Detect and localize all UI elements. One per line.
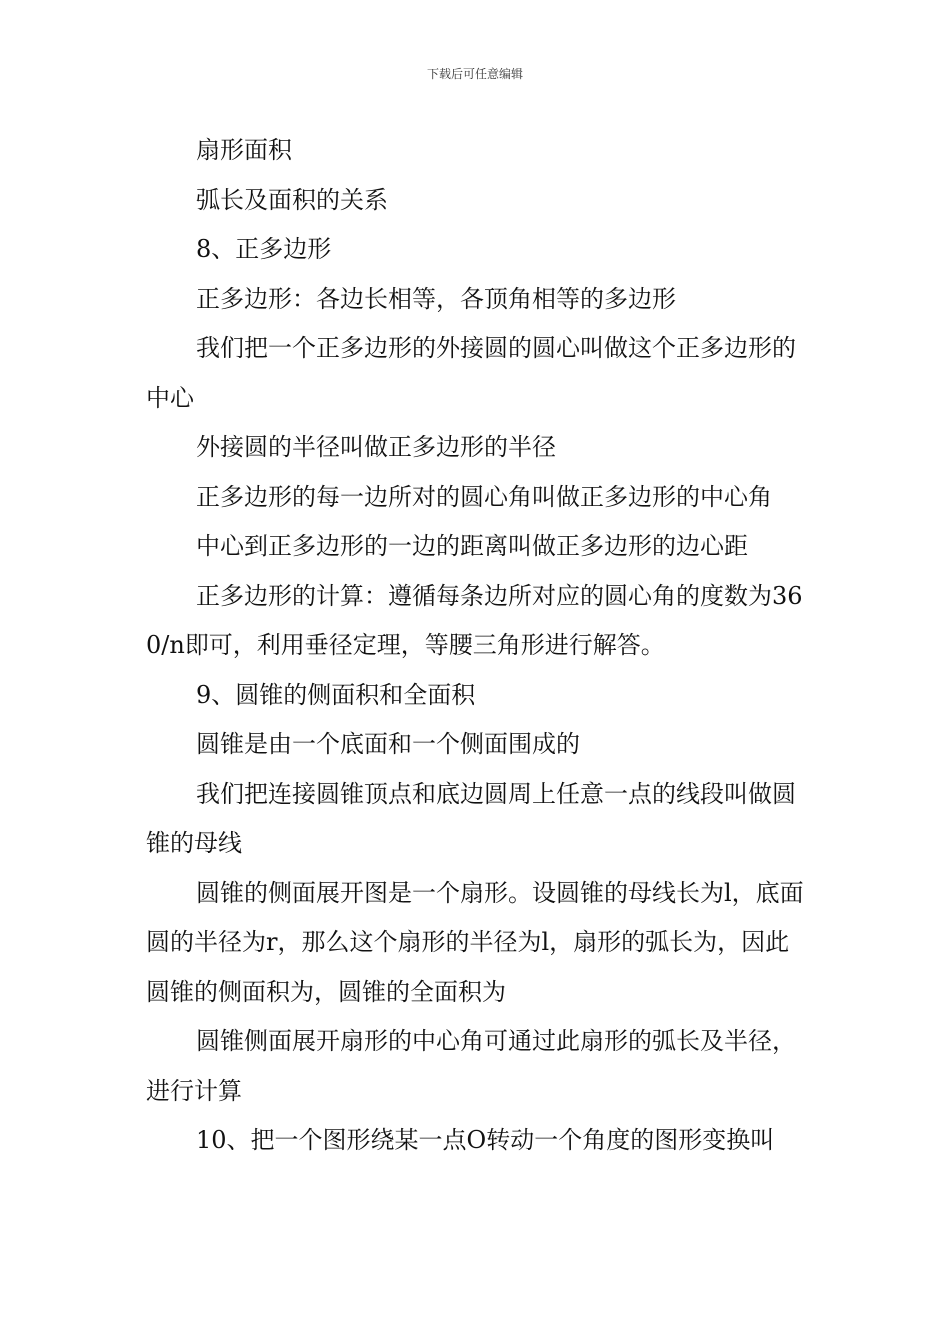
page-header: 下载后可任意编辑 (426, 67, 523, 81)
paragraph-central-angle: 正多边形的每一边所对的圆心角叫做正多边形的中心角 (196, 482, 772, 511)
paragraph-sector-area: 扇形面积 (196, 136, 292, 164)
heading-cone-area: 9、圆锥的侧面积和全面积 (196, 680, 476, 709)
paragraph-sector-central-angle: 圆锥侧面展开扇形的中心角可通过此扇形的弧长及半径，进行计算 (146, 1027, 796, 1105)
paragraph-cone-definition: 圆锥是由一个底面和一个侧面围成的 (196, 730, 580, 758)
paragraph-polygon-center: 我们把一个正多边形的外接圆的圆心叫做这个正多边形的中心 (146, 334, 796, 412)
heading-regular-polygon: 8、正多边形 (196, 235, 332, 263)
paragraph-polygon-radius: 外接圆的半径叫做正多边形的半径 (196, 433, 556, 461)
paragraph-arc-area-relation: 弧长及面积的关系 (196, 185, 388, 214)
paragraph-apothem: 中心到正多边形的一边的距离叫做正多边形的边心距 (196, 532, 748, 560)
paragraph-regular-polygon-definition: 正多边形：各边长相等，各顶角相等的多边形 (196, 284, 676, 313)
paragraph-rotation: 10、把一个图形绕某一点O转动一个角度的图形变换叫 (196, 1126, 775, 1154)
document-body (146, 126, 810, 1166)
paragraph-cone-lateral-surface: 圆锥的侧面展开图是一个扇形。设圆锥的母线长为l，底面圆的半径为r，那么这个扇形的半径为l，扇形的弧长为，因此圆锥的侧面积为，圆锥的全面积为 (146, 878, 804, 1006)
paragraph-polygon-calculation: 正多边形的计算：遵循每条边所对应的圆心角的度数为360/n即可，利用垂径定理，等腰三角形进行解答。 (146, 581, 803, 659)
paragraph-cone-generatrix: 我们把连接圆锥顶点和底边圆周上任意一点的线段叫做圆锥的母线 (146, 779, 796, 857)
